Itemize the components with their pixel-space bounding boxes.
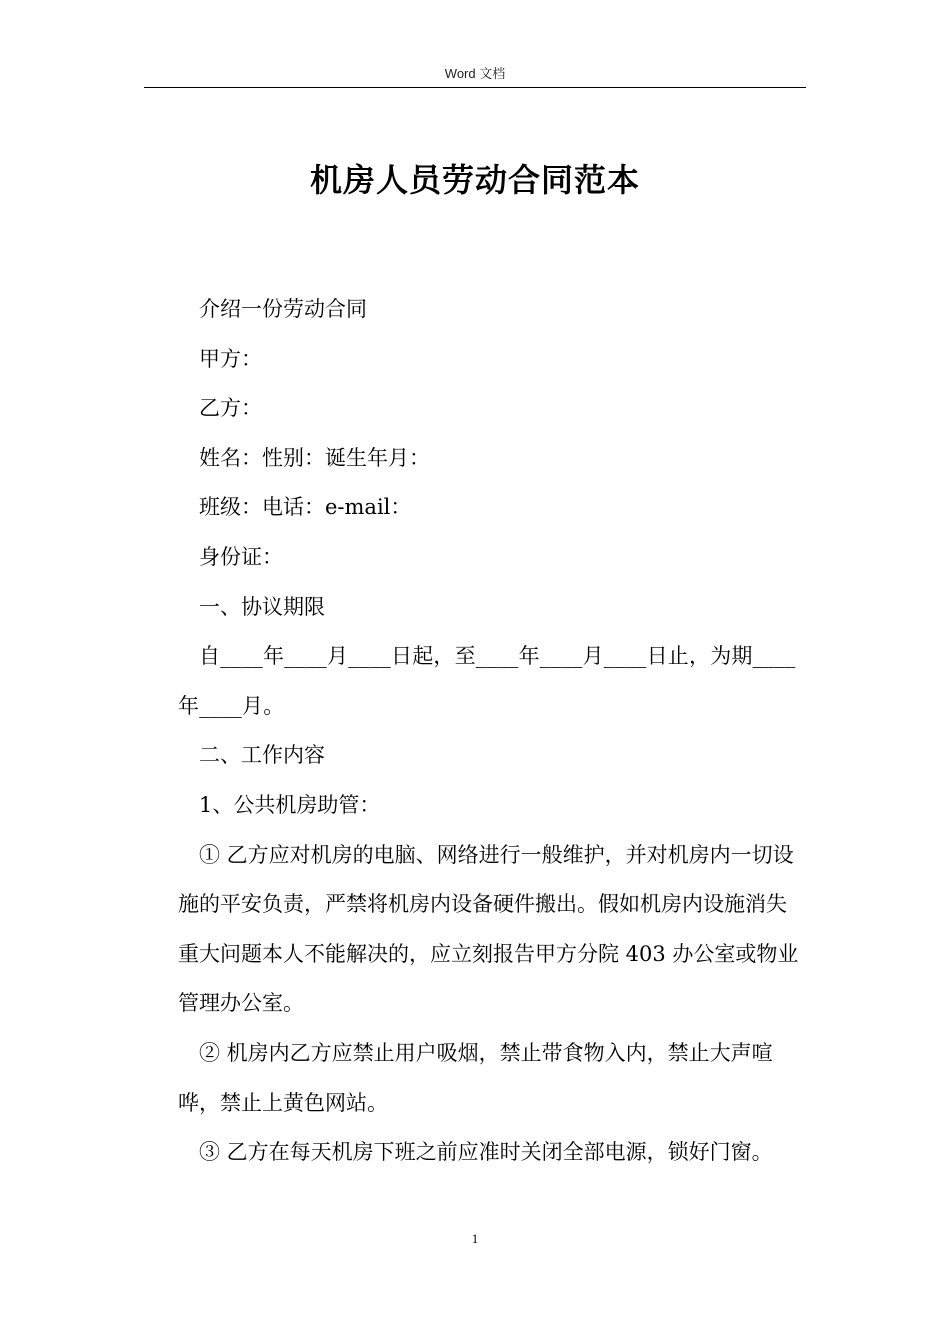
paragraph-intro: 介绍一份劳动合同 bbox=[199, 297, 367, 321]
page-header: Word 文档 bbox=[444, 66, 506, 81]
paragraph-term-dates: 自____年____月____日起，至____年____月____日止，为期____年____月。 bbox=[178, 644, 796, 718]
subsection-heading-public-lab: 1、公共机房助管： bbox=[199, 792, 381, 817]
section-heading-work-content: 二、工作内容 bbox=[199, 743, 325, 768]
paragraph-party-b: 乙方： bbox=[199, 396, 262, 421]
document-body bbox=[178, 285, 804, 1178]
section-heading-term: 一、协议期限 bbox=[199, 594, 325, 619]
paragraph-class-phone-email: 班级：电话：e-mail： bbox=[199, 495, 412, 520]
page-number: 1 bbox=[471, 1231, 479, 1246]
list-item-prohibitions: ② 机房内乙方应禁止用户吸烟，禁止带食物入内，禁止大声喧哗，禁止上黄色网站。 bbox=[178, 1040, 773, 1115]
list-item-maintenance: ① 乙方应对机房的电脑、网络进行一般维护，并对机房内一切设施的平安负责，严禁将机房内设备硬件搬出。假如机房内设施消失重大问题本人不能解决的，应立刻报告甲方分院 403 办公室或物业管理办公室。 bbox=[178, 842, 799, 1016]
paragraph-name-gender-birth: 姓名：性别：诞生年月： bbox=[199, 445, 430, 470]
paragraph-party-a: 甲方： bbox=[199, 346, 262, 371]
list-item-closing-duties: ③ 乙方在每天机房下班之前应准时关闭全部电源，锁好门窗。 bbox=[199, 1140, 773, 1165]
header-divider bbox=[144, 87, 806, 88]
document-title: 机房人员劳动合同范本 bbox=[309, 161, 640, 199]
paragraph-id-card: 身份证： bbox=[199, 544, 283, 569]
